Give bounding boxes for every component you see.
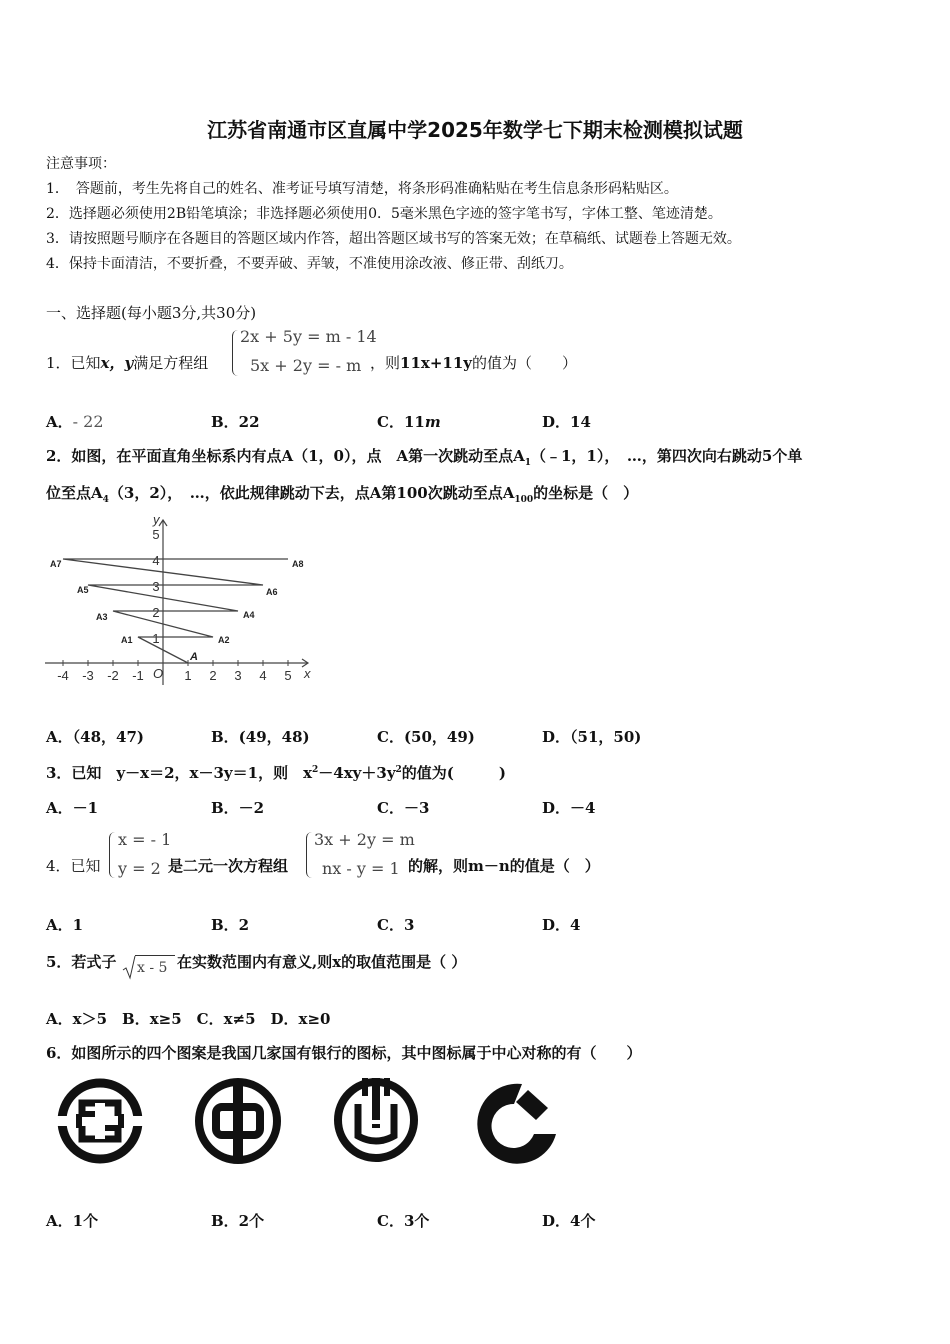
q2-line2-c: 的坐标是（ ） [533, 484, 639, 502]
q4-option-a: A．1 [46, 916, 84, 934]
q2-graph [40, 510, 320, 690]
q2-sub-100: 100 [514, 495, 534, 505]
x-tick-label: 3 [234, 668, 242, 683]
y-tick-label: 2 [152, 605, 160, 620]
q5-prefix: 5．若式子 [46, 953, 117, 971]
boc-logo-icon [193, 1076, 283, 1166]
q1-option-c [377, 411, 441, 432]
q4-eq2: nx - y = 1 [322, 859, 400, 878]
x-tick-label: -1 [132, 668, 144, 683]
q2-option-b: B．(49，48) [211, 728, 310, 746]
notice-item: 1． 答题前，考生先将自己的姓名、准考证号填写清楚，将条形码准确粘贴在考生信息条形码粘贴区。 [46, 181, 678, 197]
q1-option-a [46, 411, 104, 432]
q3-option-b: B．－2 [211, 799, 265, 817]
q1-mid: 满足方程组 [133, 354, 209, 372]
q6-option-d: D．4个 [542, 1212, 596, 1230]
x-axis-label: x [304, 666, 311, 681]
q3-text-c: 的值为( ) [401, 764, 506, 782]
q4-option-b: B．2 [211, 916, 250, 934]
q1-tail [370, 352, 577, 373]
q3-sup: 2 [312, 765, 319, 775]
q2-sub-1: 1 [524, 458, 531, 468]
q3-option-c: C．－3 [377, 799, 430, 817]
sqrt-bar [135, 955, 175, 956]
q1-option-b: B．22 [211, 413, 260, 431]
q4-eq1: 3x + 2y = m [314, 830, 415, 849]
q5-radicand: x - 5 [137, 960, 168, 976]
point-label: A8 [292, 559, 304, 569]
point-label: A5 [77, 585, 89, 595]
q4-mid: 是二元一次方程组 [168, 857, 289, 875]
notice-heading: 注意事项： [46, 156, 116, 172]
q1-suffix-a: ，则 [370, 354, 401, 372]
x-tick-label: 4 [259, 668, 267, 683]
q2-option-c: C．(50，49) [377, 728, 475, 746]
x-tick-label: -3 [82, 668, 94, 683]
x-tick-label: -2 [107, 668, 119, 683]
sqrt-icon [122, 954, 136, 980]
section-heading: 一、选择题(每小题3分,共30分) [46, 304, 257, 322]
point-label: A1 [121, 635, 133, 645]
q1-brace [232, 330, 239, 376]
q3-text-a: 3．已知 y－x＝2，x－3y＝1，则 x [46, 764, 313, 782]
q4-suffix: 的解，则m－n的值是（ ） [408, 857, 600, 875]
q1-eq2: 5x + 2y = - m [250, 356, 362, 375]
q1-eq1: 2x + 5y = m - 14 [240, 327, 377, 346]
x-tick-label: -4 [57, 668, 69, 683]
q2-line2-b: （3，2）， …，依此规律跳动下去，点A第100次跳动至点A [108, 484, 515, 502]
q2-line1-text: 2．如图，在平面直角坐标系内有点A（1，0），点 A第一次跳动至点A [46, 447, 525, 465]
q3-sup: 2 [395, 765, 402, 775]
q2-line2 [46, 482, 638, 505]
q4-option-d: D．4 [542, 916, 581, 934]
q6-option-a: A．1个 [46, 1212, 99, 1230]
point-label: A4 [243, 610, 255, 620]
q4-option-c: C．3 [377, 916, 415, 934]
abc-logo-icon [332, 1074, 420, 1164]
y-axis-label: y [153, 512, 160, 527]
q5-suffix: 在实数范围内有意义,则x的取值范围是（ ） [177, 953, 467, 971]
x-tick-label: 5 [284, 668, 292, 683]
q1-option-d: D．14 [542, 413, 591, 431]
notice-item: 3．请按照题号顺序在各题目的答题区域内作答，超出答题区域书写的答案无效；在草稿纸、试题卷上答题无效。 [46, 231, 741, 247]
point-label: A2 [218, 635, 230, 645]
y-tick-label: 1 [152, 631, 160, 646]
q1-option-c-label: C．11 [377, 413, 425, 431]
q1-prefix: 1．已知 [46, 354, 101, 372]
q1-stem [46, 352, 208, 373]
q4-sol1: x = - 1 [118, 830, 172, 849]
ccb-logo-icon [470, 1078, 562, 1170]
q2-line1-tail: （﹣1，1）， …，第四次向右跳动5个单 [531, 447, 803, 465]
q2-sub-4: 4 [102, 495, 109, 505]
q3-text-b: －4xy＋3y [318, 764, 396, 782]
page-title: 江苏省南通市区直属中学2025年数学七下期末检测模拟试题 [207, 118, 743, 142]
q4-brace [306, 832, 313, 878]
x-tick-label: 2 [209, 668, 217, 683]
q6-option-b: B．2个 [211, 1212, 265, 1230]
notice-item: 4．保持卡面清洁，不要折叠，不要弄破、弄皱，不准使用涂改液、修正带、刮纸刀。 [46, 256, 573, 272]
q2-option-a: A．（48，47) [46, 728, 144, 746]
y-tick-label: 5 [152, 527, 160, 542]
q1-expr: 11x+11y [400, 354, 472, 372]
y-tick-label: 4 [152, 553, 160, 568]
q1-option-c-var: m [424, 413, 441, 431]
point-label: A7 [50, 559, 62, 569]
point-label: A6 [266, 587, 278, 597]
q4-sol2: y = 2 [118, 859, 161, 878]
q6-option-c: C．3个 [377, 1212, 430, 1230]
point-label: A3 [96, 612, 108, 622]
q6-stem: 6．如图所示的四个图案是我国几家国有银行的图标，其中图标属于中心对称的有（ ） [46, 1044, 642, 1062]
q5-options: A．x＞5 B．x≥5 C．x≠5 D．x≥0 [46, 1010, 331, 1028]
q3-stem [46, 762, 506, 783]
notice-item: 2．选择题必须使用2B铅笔填涂；非选择题必须使用0．5毫米黑色字迹的签字笔书写，字体工整、笔迹清楚。 [46, 206, 722, 222]
q1-option-a-value: - 22 [72, 412, 104, 431]
x-tick-label: 1 [184, 668, 192, 683]
point-label: A [190, 651, 198, 663]
q3-option-a: A．－1 [46, 799, 99, 817]
q4-brace [109, 832, 116, 878]
q2-line2-a: 位至点A [46, 484, 103, 502]
q1-vars: x，y [100, 354, 134, 372]
y-tick-label: 3 [152, 579, 160, 594]
origin-label: O [153, 666, 164, 681]
q2-line1 [46, 445, 802, 468]
q3-option-d: D．－4 [542, 799, 596, 817]
q1-option-a-label: A． [46, 413, 73, 431]
q1-suffix-b: 的值为（ ） [472, 354, 578, 372]
q4-prefix: 4．已知 [46, 857, 101, 875]
icbc-logo-icon [55, 1076, 145, 1166]
q2-option-d: D．（51，50) [542, 728, 642, 746]
